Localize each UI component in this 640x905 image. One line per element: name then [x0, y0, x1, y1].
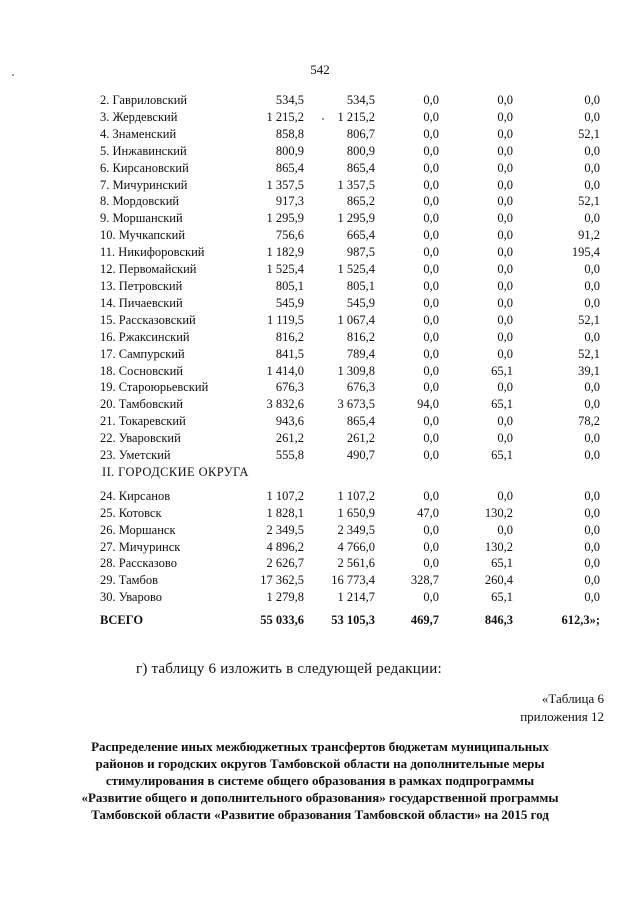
- row-value-3: 0,0: [423, 160, 439, 175]
- row-value-3: 0,0: [423, 295, 439, 310]
- row-name: 18. Сосновский: [100, 363, 183, 378]
- row-value-4: 0,0: [497, 228, 513, 243]
- row-value-3: 0,0: [423, 177, 439, 192]
- row-name: 20. Тамбовский: [100, 397, 183, 412]
- row-value-5: 0,0: [584, 329, 600, 344]
- row-value-1: 917,3: [275, 194, 304, 209]
- row-value-5: 0,0: [584, 211, 600, 226]
- row-value-4: 65,1: [491, 590, 513, 605]
- table-row: [100, 295, 600, 312]
- row-value-2: 3 673,5: [337, 397, 375, 412]
- row-value-1: 555,8: [275, 448, 304, 463]
- row-value-3: 0,0: [423, 262, 439, 277]
- row-value-1: 17 362,5: [260, 573, 304, 588]
- row-value-2: 1 357,5: [337, 177, 375, 192]
- row-value-5: 0,0: [584, 573, 600, 588]
- table-row: [100, 143, 600, 160]
- row-value-5: 39,1: [578, 363, 600, 378]
- row-value-3: 0,0: [423, 431, 439, 446]
- table-section-header: [100, 464, 600, 488]
- row-name: 8. Мордовский: [100, 194, 180, 209]
- table-row: [100, 193, 600, 210]
- row-value-1: 800,9: [275, 143, 304, 158]
- row-value-2: 816,2: [346, 329, 375, 344]
- row-name: 11. Никифоровский: [100, 245, 205, 260]
- row-value-1: 1 295,9: [266, 211, 304, 226]
- row-value-5: 0,0: [584, 93, 600, 107]
- table-row: [100, 363, 600, 380]
- row-value-4: 0,0: [497, 278, 513, 293]
- row-name: 15. Рассказовский: [100, 312, 196, 327]
- table-row: [100, 488, 600, 505]
- row-value-1: 2 626,7: [266, 556, 304, 571]
- table-row: [100, 396, 600, 413]
- row-name: 21. Токаревский: [100, 414, 186, 429]
- row-value-4: 0,0: [497, 522, 513, 537]
- row-value-4: 65,1: [491, 397, 513, 412]
- row-value-5: 52,1: [578, 126, 600, 141]
- row-value-1: 1 828,1: [266, 505, 304, 520]
- table-row: [100, 278, 600, 295]
- row-value-1: 858,8: [275, 126, 304, 141]
- table-row: [100, 261, 600, 278]
- row-value-5: 0,0: [584, 556, 600, 571]
- row-value-2: 1 309,8: [337, 363, 375, 378]
- row-value-1: 1 414,0: [266, 363, 304, 378]
- row-name: 28. Рассказово: [100, 556, 177, 571]
- row-value-2: 865,4: [346, 414, 375, 429]
- row-value-4: 0,0: [497, 431, 513, 446]
- row-value-3: 0,0: [423, 126, 439, 141]
- row-value-4: 65,1: [491, 556, 513, 571]
- row-name: 2. Гавриловский: [100, 93, 188, 107]
- row-value-4: 130,2: [484, 539, 513, 554]
- row-value-2: 1 107,2: [337, 488, 375, 503]
- row-value-3: 0,0: [423, 245, 439, 260]
- section-title: II. ГОРОДСКИЕ ОКРУГА: [102, 464, 249, 479]
- row-value-3: 0,0: [423, 556, 439, 571]
- table-row: [100, 539, 600, 556]
- row-name: 24. Кирсанов: [100, 488, 171, 503]
- row-value-4: 0,0: [497, 414, 513, 429]
- row-name: 25. Котовск: [100, 505, 162, 520]
- row-value-4: 0,0: [497, 346, 513, 361]
- row-value-2: 534,5: [346, 93, 375, 107]
- row-value-1: 2 349,5: [266, 522, 304, 537]
- table-caption-line-2: приложения 12: [520, 709, 604, 724]
- row-name: 22. Уваровский: [100, 431, 181, 446]
- row-value-1: 865,4: [275, 160, 304, 175]
- row-value-2: 865,4: [346, 160, 375, 175]
- row-value-5: 0,0: [584, 278, 600, 293]
- table-row: [100, 92, 600, 109]
- row-name: 3. Жердевский: [100, 109, 178, 124]
- table-row: [100, 312, 600, 329]
- total-value-4: 846,3: [484, 613, 513, 628]
- row-value-3: 0,0: [423, 211, 439, 226]
- row-value-3: 0,0: [423, 194, 439, 209]
- row-value-3: 0,0: [423, 448, 439, 463]
- row-value-5: 195,4: [571, 245, 600, 260]
- row-name: 16. Ржаксинский: [100, 329, 190, 344]
- row-value-3: 0,0: [423, 346, 439, 361]
- row-value-1: 1 525,4: [266, 262, 304, 277]
- row-value-3: 0,0: [423, 539, 439, 554]
- row-name: 29. Тамбов: [100, 573, 159, 588]
- table-row: [100, 227, 600, 244]
- row-value-1: 1 182,9: [266, 245, 304, 260]
- row-value-2: 1 067,4: [337, 312, 375, 327]
- row-value-4: 260,4: [484, 573, 513, 588]
- row-value-2: 789,4: [346, 346, 375, 361]
- row-name: 10. Мучкапский: [100, 228, 186, 243]
- row-value-4: 0,0: [497, 380, 513, 395]
- total-value-1: 55 033,6: [260, 613, 304, 628]
- row-value-4: 0,0: [497, 245, 513, 260]
- row-value-4: 0,0: [497, 177, 513, 192]
- row-value-5: 52,1: [578, 346, 600, 361]
- table-row: [100, 379, 600, 396]
- row-value-2: 987,5: [346, 245, 375, 260]
- row-value-5: 0,0: [584, 262, 600, 277]
- row-value-3: 0,0: [423, 414, 439, 429]
- row-value-3: 0,0: [423, 228, 439, 243]
- row-name: 4. Знаменский: [100, 126, 177, 141]
- table-row: [100, 505, 600, 522]
- row-value-2: 490,7: [346, 448, 375, 463]
- heading-line: стимулирования в системе общего образования в рамках подпрограммы: [105, 773, 535, 788]
- row-value-2: 665,4: [346, 228, 375, 243]
- table-row: [100, 244, 600, 261]
- row-name: 23. Уметский: [100, 448, 171, 463]
- table-caption-line-1: «Таблица 6: [541, 691, 604, 706]
- row-value-5: 0,0: [584, 143, 600, 158]
- row-value-2: 2 349,5: [337, 522, 375, 537]
- row-name: 27. Мичуринск: [100, 539, 181, 554]
- table-row: [100, 329, 600, 346]
- heading-line: Распределение иных межбюджетных трансфертов бюджетам муниципальных: [91, 739, 549, 754]
- row-value-3: 0,0: [423, 278, 439, 293]
- row-value-2: 805,1: [346, 278, 375, 293]
- row-value-1: 1 279,8: [266, 590, 304, 605]
- row-value-4: 0,0: [497, 211, 513, 226]
- row-value-2: 1 295,9: [337, 211, 375, 226]
- row-value-5: 0,0: [584, 505, 600, 520]
- row-value-1: 1 107,2: [266, 488, 304, 503]
- row-value-2: 545,9: [346, 295, 375, 310]
- row-value-5: 91,2: [578, 228, 600, 243]
- row-value-5: 0,0: [584, 177, 600, 192]
- row-value-2: 16 773,4: [331, 573, 375, 588]
- row-value-1: 3 832,6: [266, 397, 304, 412]
- table-row: [100, 447, 600, 464]
- row-value-1: 534,5: [275, 93, 304, 107]
- table-row: [100, 177, 600, 194]
- row-value-4: 0,0: [497, 109, 513, 124]
- table-total: [100, 606, 600, 629]
- row-value-5: 52,1: [578, 312, 600, 327]
- table-row: [100, 346, 600, 363]
- row-value-4: 0,0: [497, 329, 513, 344]
- row-value-3: 0,0: [423, 109, 439, 124]
- table-row: [100, 109, 600, 126]
- table-row: [100, 126, 600, 143]
- row-name: 14. Пичаевский: [100, 295, 183, 310]
- row-value-3: 0,0: [423, 143, 439, 158]
- row-value-3: 47,0: [417, 505, 439, 520]
- row-value-4: 0,0: [497, 262, 513, 277]
- row-value-3: 0,0: [423, 312, 439, 327]
- table-heading: [80, 738, 560, 823]
- total-value-2: 53 105,3: [331, 613, 375, 628]
- row-value-4: 0,0: [497, 126, 513, 141]
- row-value-5: 0,0: [584, 539, 600, 554]
- row-value-4: 65,1: [491, 363, 513, 378]
- total-label: ВСЕГО: [100, 613, 144, 628]
- row-value-5: 0,0: [584, 397, 600, 412]
- row-value-1: 841,5: [275, 346, 304, 361]
- row-value-3: 328,7: [410, 573, 439, 588]
- row-value-3: 0,0: [423, 363, 439, 378]
- row-value-5: 0,0: [584, 160, 600, 175]
- table-row: [100, 210, 600, 227]
- row-value-2: 4 766,0: [337, 539, 375, 554]
- row-value-1: 261,2: [275, 431, 304, 446]
- allocation-table: [100, 92, 600, 629]
- page-number: 542: [310, 62, 330, 77]
- row-value-3: 0,0: [423, 380, 439, 395]
- row-value-5: 78,2: [578, 414, 600, 429]
- row-value-3: 0,0: [423, 93, 439, 107]
- row-value-4: 0,0: [497, 488, 513, 503]
- row-value-2: 1 214,7: [337, 590, 375, 605]
- total-row: [100, 606, 600, 629]
- heading-line: «Развитие общего и дополнительного образования» государственной программы: [81, 790, 559, 805]
- row-value-1: 4 896,2: [266, 539, 304, 554]
- row-value-5: 0,0: [584, 448, 600, 463]
- row-name: 13. Петровский: [100, 278, 183, 293]
- table-row: [100, 572, 600, 589]
- section-row: [100, 464, 600, 481]
- row-value-5: 0,0: [584, 431, 600, 446]
- row-value-2: 1 650,9: [337, 505, 375, 520]
- heading-line: Тамбовской области «Развитие образования Тамбовской области» на 2015 год: [91, 807, 549, 822]
- table-body-districts: [100, 92, 600, 464]
- row-value-4: 0,0: [497, 295, 513, 310]
- row-name: 30. Уварово: [100, 590, 163, 605]
- row-value-5: 0,0: [584, 295, 600, 310]
- row-value-5: 0,0: [584, 522, 600, 537]
- row-value-5: 52,1: [578, 194, 600, 209]
- row-value-3: 0,0: [423, 590, 439, 605]
- row-value-2: 806,7: [346, 126, 375, 141]
- row-value-3: 0,0: [423, 522, 439, 537]
- table-row: [100, 589, 600, 606]
- total-value-3: 469,7: [410, 613, 439, 628]
- row-value-5: 0,0: [584, 590, 600, 605]
- row-value-1: 1 357,5: [266, 177, 304, 192]
- row-value-2: 1 215,2: [337, 109, 375, 124]
- row-value-2: 1 525,4: [337, 262, 375, 277]
- row-value-1: 1 119,5: [266, 312, 304, 327]
- row-value-4: 0,0: [497, 160, 513, 175]
- row-value-1: 756,6: [275, 228, 304, 243]
- row-value-1: 816,2: [275, 329, 304, 344]
- row-name: 6. Кирсановский: [100, 160, 189, 175]
- row-name: 7. Мичуринский: [100, 177, 188, 192]
- row-value-1: 676,3: [275, 380, 304, 395]
- table-row: [100, 522, 600, 539]
- row-value-5: 0,0: [584, 109, 600, 124]
- row-value-1: 943,6: [275, 414, 304, 429]
- row-value-2: 676,3: [346, 380, 375, 395]
- row-value-4: 0,0: [497, 312, 513, 327]
- row-value-2: 2 561,6: [337, 556, 375, 571]
- row-value-4: 65,1: [491, 448, 513, 463]
- row-value-4: 0,0: [497, 93, 513, 107]
- scan-speck: [12, 74, 14, 76]
- row-name: 26. Моршанск: [100, 522, 176, 537]
- heading-line: районов и городских округов Тамбовской области на дополнительные меры: [95, 756, 545, 771]
- scan-speck: [322, 118, 324, 120]
- row-value-1: 1 215,2: [266, 109, 304, 124]
- row-value-2: 800,9: [346, 143, 375, 158]
- table-row: [100, 160, 600, 177]
- table-row: [100, 555, 600, 572]
- row-name: 5. Инжавинский: [100, 143, 187, 158]
- row-value-1: 805,1: [275, 278, 304, 293]
- row-value-1: 545,9: [275, 295, 304, 310]
- row-value-4: 0,0: [497, 143, 513, 158]
- row-value-4: 0,0: [497, 194, 513, 209]
- row-value-5: 0,0: [584, 488, 600, 503]
- instruction-text: г) таблицу 6 изложить в следующей редакции:: [136, 661, 442, 677]
- row-value-3: 0,0: [423, 329, 439, 344]
- row-name: 12. Первомайский: [100, 262, 197, 277]
- row-value-2: 865,2: [346, 194, 375, 209]
- table-row: [100, 413, 600, 430]
- row-name: 19. Староюрьевский: [100, 380, 209, 395]
- table-row: [100, 430, 600, 447]
- row-name: 17. Сампурский: [100, 346, 185, 361]
- row-value-3: 0,0: [423, 488, 439, 503]
- table-body-urban-districts: [100, 488, 600, 606]
- row-value-3: 94,0: [417, 397, 439, 412]
- row-name: 9. Моршанский: [100, 211, 183, 226]
- row-value-2: 261,2: [346, 431, 375, 446]
- total-value-5: 612,3»;: [561, 613, 600, 628]
- table-caption: [520, 690, 604, 726]
- row-value-5: 0,0: [584, 380, 600, 395]
- row-value-4: 130,2: [484, 505, 513, 520]
